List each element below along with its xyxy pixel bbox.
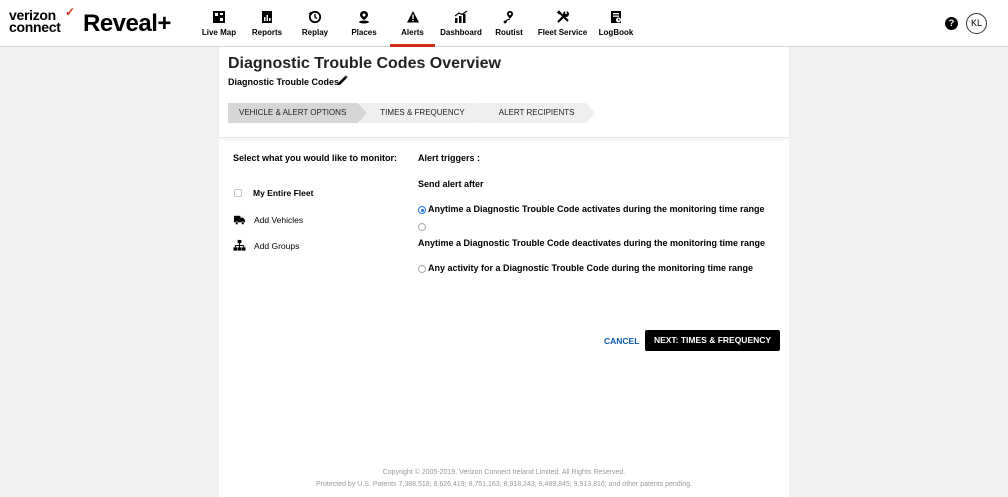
step-times-frequency[interactable]: TIMES & FREQUENCY — [360, 103, 476, 123]
send-alert-after-label: Send alert after — [418, 179, 484, 189]
top-bar — [0, 0, 1008, 47]
alerts-icon — [406, 10, 420, 24]
cancel-button[interactable]: CANCEL — [604, 336, 640, 346]
fleet-service-icon — [556, 10, 570, 24]
reveal-logo[interactable]: Reveal+ — [83, 10, 171, 37]
dashboard-icon — [454, 10, 468, 24]
places-icon — [357, 10, 371, 24]
alert-setup-panel — [219, 47, 789, 497]
overview-header — [219, 47, 789, 138]
groups-hierarchy-icon — [233, 239, 246, 252]
monitor-section — [233, 153, 398, 251]
nav-places[interactable] — [338, 0, 390, 47]
user-avatar[interactable]: KL — [966, 13, 987, 34]
replay-icon — [308, 10, 322, 24]
logbook-icon — [609, 10, 623, 24]
edit-pencil-icon[interactable] — [337, 75, 348, 86]
copyright-text: Copyright © 2005-2019. Verizon Connect Ireland Limited. All Rights Reserved. — [382, 469, 626, 476]
nav-label: Reports — [251, 28, 283, 37]
nav-reports[interactable] — [242, 0, 292, 47]
next-times-frequency-button[interactable]: NEXT: TIMES & FREQUENCY — [645, 330, 780, 351]
nav-label: Live Map — [201, 28, 237, 37]
trigger-activates-radio[interactable] — [418, 206, 426, 214]
trigger-any-activity-radio[interactable] — [418, 265, 426, 273]
nav-label: Alerts — [401, 28, 424, 37]
vehicle-icon — [233, 213, 246, 226]
routist-icon — [502, 10, 516, 24]
logo-check-icon: ✓ — [65, 5, 75, 19]
nav-label: Fleet Service — [537, 28, 588, 37]
page-title: Diagnostic Trouble Codes Overview — [228, 55, 501, 72]
help-icon[interactable]: ? — [945, 17, 958, 30]
nav-label: Places — [351, 28, 377, 37]
add-vehicles-button[interactable] — [233, 213, 303, 226]
nav-label: Replay — [301, 28, 329, 37]
reports-icon — [260, 10, 274, 24]
nav-logbook[interactable] — [594, 0, 638, 47]
add-groups-button[interactable] — [233, 239, 299, 252]
nav-dashboard[interactable] — [435, 0, 487, 47]
verizon-connect-logo[interactable] — [9, 5, 75, 35]
entire-fleet-label: My Entire Fleet — [253, 188, 314, 198]
wizard-steps — [228, 103, 586, 123]
nav-alerts[interactable] — [390, 0, 435, 47]
nav-label: LogBook — [598, 28, 634, 37]
trigger-activates-label[interactable]: Anytime a Diagnostic Trouble Code activates during the monitoring time range — [428, 204, 765, 214]
trigger-any-activity-label[interactable]: Any activity for a Diagnostic Trouble Code during the monitoring time range — [428, 263, 754, 273]
nav-live-map[interactable] — [196, 0, 242, 47]
main-nav — [196, 0, 638, 47]
trigger-deactivates-radio[interactable] — [418, 223, 426, 231]
step-alert-recipients[interactable]: ALERT RECIPIENTS — [479, 103, 587, 123]
logo-line1: verizon — [9, 7, 56, 23]
patents-text: Protected by U.S. Patents 7,388,518; 8,626,419; 8,751,163; 8,918,243; 9,489,845; 9,913,816; and other patents pending. — [316, 481, 692, 488]
live-map-icon — [212, 10, 226, 24]
step-vehicle-alert-options[interactable]: VEHICLE & ALERT OPTIONS — [228, 103, 358, 123]
monitor-title: Select what you would like to monitor: — [233, 153, 398, 163]
nav-label: Dashboard — [440, 28, 482, 37]
trigger-deactivates-label[interactable]: Anytime a Diagnostic Trouble Code deactivates during the monitoring time range — [418, 238, 766, 248]
entire-fleet-checkbox[interactable] — [234, 189, 242, 197]
nav-label: Routist — [495, 28, 523, 37]
nav-fleet-service[interactable] — [531, 0, 594, 47]
logo-line2: connect — [9, 19, 61, 35]
alert-name: Diagnostic Trouble Codes — [228, 77, 340, 87]
nav-replay[interactable] — [292, 0, 338, 47]
nav-routist[interactable] — [487, 0, 531, 47]
entire-fleet-option[interactable] — [233, 188, 313, 198]
add-vehicles-label: Add Vehicles — [254, 214, 304, 225]
alert-triggers-title: Alert triggers : — [418, 153, 481, 163]
add-groups-label: Add Groups — [254, 240, 300, 251]
